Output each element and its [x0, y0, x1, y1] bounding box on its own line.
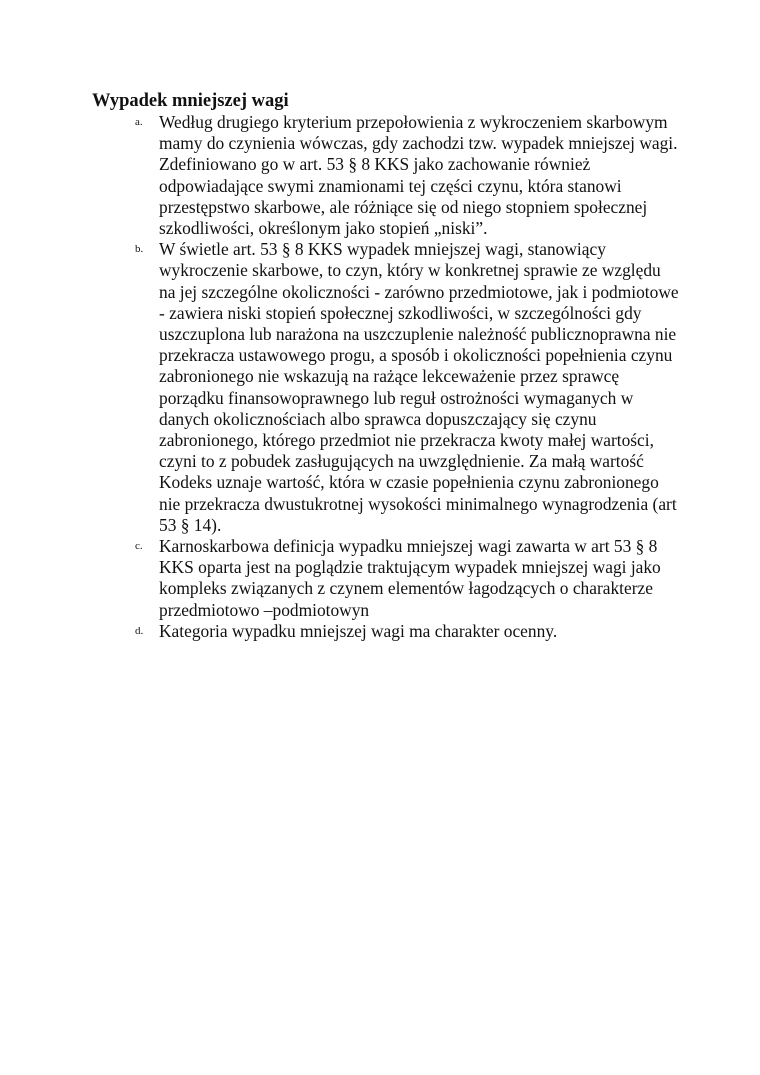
- list-item-text: Karnoskarbowa definicja wypadku mniejszej wagi zawarta w art 53 § 8 KKS oparta jest na poglądzie traktującym wypadek mniejszej wagi jako kompleks związanych z czynem elementów łagodzących o charakterze przedmiotowo –podmiotowyn: [159, 536, 661, 620]
- document-content: [92, 90, 682, 642]
- list-item-text: Kategoria wypadku mniejszej wagi ma charakter ocenny.: [159, 620, 558, 641]
- list-item-a: [92, 112, 682, 239]
- list-item-text: W świetle art. 53 § 8 KKS wypadek mniejszej wagi, stanowiący wykroczenie skarbowe, to czyn, który w konkretnej sprawie ze względu na jej szczególne okoliczności - zarówno przedmiotowe, jak i podmiotowe - zawiera niski stopień społecznej szkodliwości, w szczególności gdy uszczuplona lub narażona na uszczuplenie należność publicznoprawna nie przekracza ustawowego progu, a sposób i okoliczności popełnienia czynu zabronionego nie wskazują na rażące lekceważenie przez sprawcę porządku finansowoprawnego lub reguł ostrożności wymaganych w danych okolicznościach albo sprawca dopuszczający się czynu zabronionego, którego przedmiot nie przekracza kwoty małej wartości, czyni to z pobudek zasługujących na uwzględnienie. Za małą wartość Kodeks uznaje wartość, która w czasie popełnienia czynu zabronionego nie przekracza dwustukrotnej wysokości minimalnego wynagrodzenia (art 53 § 14).: [159, 239, 679, 535]
- list-marker: a.: [135, 116, 143, 128]
- list-item-text: Według drugiego kryterium przepołowienia z wykroczeniem skarbowym mamy do czynienia wówczas, gdy zachodzi tzw. wypadek mniejszej wagi. Zdefiniowano go w art. 53 § 8 KKS jako zachowanie również odpowiadające swymi znamionami tej części czynu, która stanowi przestępstwo skarbowe, ale różniące się od niego stopniem społecznej szkodliwości, określonym jako stopień „niski”.: [159, 112, 678, 239]
- list-marker: d.: [135, 624, 144, 637]
- list-item-c: [92, 536, 682, 621]
- list-item-d: [92, 621, 682, 642]
- list-marker: c.: [135, 540, 143, 553]
- definition-list: [92, 112, 682, 642]
- page-title: Wypadek mniejszej wagi: [92, 91, 289, 111]
- list-item-b: [92, 239, 682, 536]
- list-marker: b.: [135, 243, 144, 256]
